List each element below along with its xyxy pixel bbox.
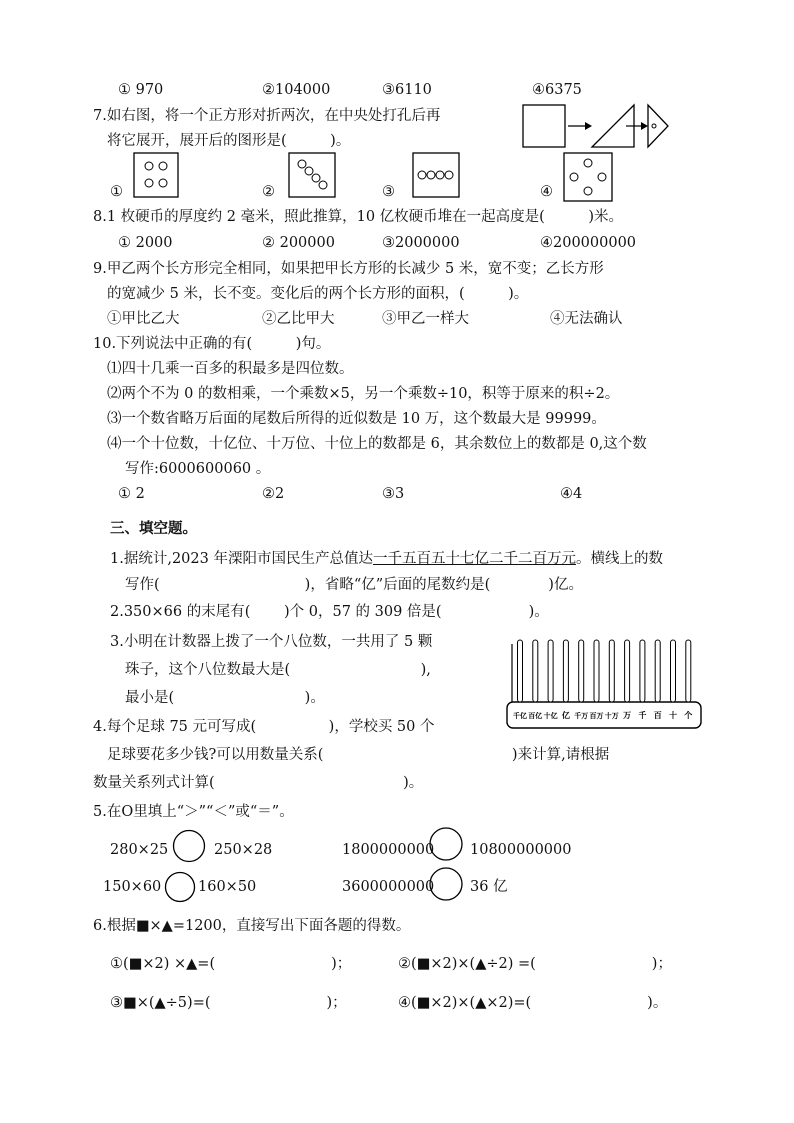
- f4-line-3: 数量关系列式计算( )。: [93, 775, 424, 791]
- f1-underlined-number: 一千五百五十七亿二千二百万元: [372, 551, 576, 567]
- f5-row2-num-right: 36 亿: [470, 879, 508, 895]
- q7-option-4-figure: [563, 152, 613, 202]
- f6-item-1: ①(■×2) ×▲=( )；: [110, 956, 352, 972]
- abacus-place-label: 十万: [604, 712, 619, 720]
- q7-option-3-figure: [412, 152, 460, 198]
- q10-statement-2: ⑵两个不为 0 的数相乘，一个乘数×5，另一个乘数÷10，积等于原来的积÷2。: [107, 386, 620, 402]
- f5-row1-left: 280×25: [110, 842, 169, 858]
- f6-item-2: ②(■×2)×(▲÷2) =( )；: [398, 956, 672, 972]
- abacus-place-label: 十亿: [543, 712, 558, 720]
- square-shape: [523, 105, 565, 147]
- abacus-rod: [579, 640, 584, 702]
- q7-option-1-label: ①: [110, 184, 123, 200]
- abacus-rod: [671, 640, 676, 702]
- f3-line-1: 3.小明在计数器上拨了一个八位数，一共用了 5 颗: [110, 634, 433, 650]
- compare-circle-4[interactable]: [428, 867, 464, 901]
- abacus-rod: [609, 640, 614, 702]
- q7-option-3-label: ③: [382, 184, 395, 200]
- q6-option-3: ③6110: [382, 82, 432, 98]
- q10-option-3: ③3: [382, 486, 405, 502]
- q6-option-4: ④6375: [532, 82, 582, 98]
- f6-item-4: ④(■×2)×(▲×2)=( )。: [398, 995, 668, 1011]
- abacus-place-label: 亿: [561, 711, 570, 720]
- q8-question: 8.1 枚硬币的厚度约 2 毫米，照此推算，10 亿枚硬币堆在一起高度是( )米。: [93, 209, 623, 225]
- abacus-place-label: 百亿: [528, 712, 543, 720]
- q10-option-1: ① 2: [118, 486, 145, 502]
- section-3-title: 三、填空题。: [110, 520, 197, 537]
- f3-line-3: 最小是( )。: [125, 690, 325, 706]
- triangle-folded-twice: [648, 105, 668, 147]
- q9-option-1: ①甲比乙大: [107, 311, 180, 327]
- folding-diagram: [522, 104, 672, 150]
- abacus-rod: [594, 640, 599, 702]
- f4-line-1: 4.每个足球 75 元可写成( )，学校买 50 个: [93, 719, 435, 735]
- abacus-place-label: 十: [669, 711, 677, 720]
- q10-question: 10.下列说法中正确的有( )句。: [93, 336, 331, 352]
- f5-row1-num-right: 10800000000: [470, 842, 572, 858]
- abacus-place-label: 百万: [589, 712, 604, 720]
- abacus-place-label: 千亿: [513, 712, 527, 720]
- abacus-rod: [563, 640, 568, 702]
- f5-title: 5.在O里填上“＞”“＜”或“＝”。: [93, 804, 294, 820]
- compare-circle-3[interactable]: [164, 871, 196, 903]
- q7-option-4-label: ④: [540, 184, 553, 200]
- abacus-place-label: 千万: [574, 712, 589, 720]
- abacus-rod: [655, 640, 660, 702]
- q9-option-2: ②乙比甲大: [262, 311, 335, 327]
- abacus-rod: [533, 640, 538, 702]
- q10-statement-4-line-1: ⑷一个十位数，十亿位、十万位、十位上的数都是 6，其余数位上的数都是 0,这个数: [107, 436, 647, 452]
- f2-question: 2.350×66 的末尾有( )个 0，57 的 309 倍是( )。: [110, 604, 549, 620]
- abacus-counter: [506, 634, 702, 730]
- f1-suffix: 。横线上的数: [575, 551, 663, 567]
- f5-row2-num-left: 3600000000: [342, 879, 435, 895]
- abacus-rod: [686, 640, 691, 702]
- f6-title: 6.根据■×▲=1200，直接写出下面各题的得数。: [93, 918, 411, 934]
- q8-option-3: ③2000000: [382, 235, 460, 251]
- q8-option-2: ② 200000: [262, 235, 335, 251]
- q8-option-4: ④200000000: [540, 235, 637, 251]
- f1-line-1: [110, 549, 663, 569]
- abacus-rod: [640, 640, 645, 702]
- q7-option-2-label: ②: [262, 184, 275, 200]
- compare-circle-1[interactable]: [172, 829, 206, 863]
- q8-option-1: ① 2000: [118, 235, 173, 251]
- compare-circle-2[interactable]: [428, 827, 464, 861]
- abacus-rod: [518, 640, 523, 702]
- q9-line-2: 的宽减少 5 米，长不变。变化后的两个长方形的面积，( )。: [107, 286, 529, 302]
- q9-option-4: ④无法确认: [550, 311, 623, 327]
- q6-option-1: ① 970: [118, 82, 164, 98]
- abacus-place-label: 个: [684, 711, 693, 720]
- q9-line-1: 9.甲乙两个长方形完全相同，如果把甲长方形的长减少 5 米，宽不变；乙长方形: [93, 261, 604, 277]
- f5-row1-num-left: 1800000000: [342, 842, 435, 858]
- abacus-place-label: 千: [638, 711, 647, 720]
- abacus-place-label: 万: [623, 711, 632, 720]
- f5-row1-right: 250×28: [214, 842, 273, 858]
- q10-option-4: ④4: [560, 486, 583, 502]
- f1-prefix: 1.据统计,2023 年溧阳市国民生产总值达: [110, 551, 373, 567]
- abacus-place-label: 百: [653, 711, 662, 720]
- q10-statement-3: ⑶一个数省略万后面的尾数后所得的近似数是 10 万，这个数最大是 99999。: [107, 411, 606, 427]
- f1-line-2: 写作( )，省略“亿”后面的尾数约是( )亿。: [125, 577, 583, 593]
- q10-statement-4-line-2: 写作:6000600060 。: [125, 461, 271, 477]
- abacus-rod: [548, 640, 553, 702]
- f4-line-2: 足球要花多少钱?可以用数量关系( )来计算,请根据: [107, 747, 610, 763]
- q10-option-2: ②2: [262, 486, 285, 502]
- q9-option-3: ③甲乙一样大: [382, 311, 469, 327]
- q7-line-1: 7.如右图，将一个正方形对折两次，在中央处打孔后再: [93, 108, 441, 124]
- f5-row2-left: 150×60: [103, 879, 162, 895]
- q7-option-2-figure: [288, 152, 336, 198]
- f3-line-2: 珠子，这个八位数最大是( ),: [125, 662, 431, 678]
- q7-line-2: 将它展开，展开后的图形是( )。: [107, 133, 351, 149]
- f6-item-3: ③■×(▲÷5)=( )；: [110, 995, 347, 1011]
- q7-option-1-figure: [133, 152, 179, 198]
- q6-option-2: ②104000: [262, 82, 331, 98]
- hole-icon: [652, 124, 656, 128]
- f5-row2-right: 160×50: [198, 879, 257, 895]
- q10-statement-1: ⑴四十几乘一百多的积最多是四位数。: [107, 361, 354, 377]
- abacus-rod: [625, 640, 630, 702]
